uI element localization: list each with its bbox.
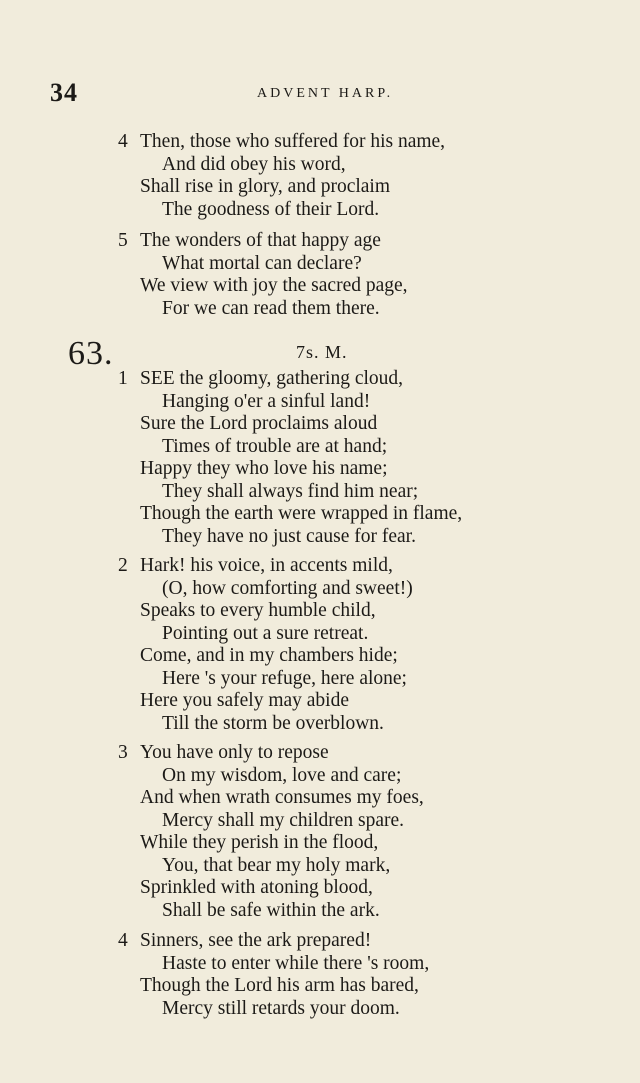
verse-line: What mortal can declare? — [162, 252, 362, 274]
verse-line: (O, how comforting and sweet!) — [162, 577, 413, 599]
stanza-number: 5 — [118, 230, 128, 251]
hymn-number: 63. — [68, 335, 114, 372]
verse-line: They have no just cause for fear. — [162, 525, 416, 547]
verse-line: For we can read them there. — [162, 297, 380, 319]
verse-line: Hark! his voice, in accents mild, — [140, 555, 393, 576]
hymn-stanza-1 — [118, 368, 588, 548]
stanza-number: 1 — [118, 368, 128, 389]
verse-line: Though the earth were wrapped in flame, — [140, 503, 463, 524]
verse-line: Times of trouble are at hand; — [162, 435, 388, 457]
verse-line: They shall always find him near; — [162, 480, 419, 502]
hymn-stanza-3 — [118, 742, 588, 922]
verse-line: And did obey his word, — [162, 153, 346, 175]
page-number: 34 — [50, 78, 78, 107]
verse-line: Sure the Lord proclaims aloud — [140, 413, 378, 434]
verse-line: Happy they who love his name; — [140, 458, 388, 479]
verse-line: Mercy shall my children spare. — [162, 809, 405, 831]
verse-line: Shall be safe within the ark. — [162, 899, 380, 921]
verse-line: The goodness of their Lord. — [162, 198, 380, 220]
stanza-number: 4 — [118, 131, 128, 152]
verse-line: Till the storm be overblown. — [162, 712, 384, 734]
stanza-number: 3 — [118, 742, 128, 763]
prev-hymn-stanza-5 — [118, 230, 588, 320]
verse-line: Sinners, see the ark prepared! — [140, 930, 372, 951]
verse-line: SEE the gloomy, gathering cloud, — [140, 368, 404, 389]
verse-line: Then, those who suffered for his name, — [140, 131, 446, 152]
verse-line: Sprinkled with atoning blood, — [140, 877, 373, 898]
stanza-number: 4 — [118, 930, 128, 951]
stanza-number: 2 — [118, 555, 128, 576]
verse-line: Come, and in my chambers hide; — [140, 645, 398, 666]
verse-line: Haste to enter while there 's room, — [162, 952, 430, 974]
verse-line: The wonders of that happy age — [140, 230, 381, 251]
verse-line: Here 's your refuge, here alone; — [162, 667, 407, 689]
verse-line: Though the Lord his arm has bared, — [140, 975, 419, 996]
verse-line: While they perish in the flood, — [140, 832, 379, 853]
verse-line: Pointing out a sure retreat. — [162, 622, 369, 644]
verse-line: Here you safely may abide — [140, 690, 349, 711]
verse-line: We view with joy the sacred page, — [140, 275, 408, 296]
page-header — [50, 78, 610, 108]
prev-hymn-stanza-4 — [118, 131, 588, 221]
verse-line: Shall rise in glory, and proclaim — [140, 176, 391, 197]
hymn-stanza-4 — [118, 930, 588, 1020]
verse-line: You, that bear my holy mark, — [162, 854, 391, 876]
verse-line: Mercy still retards your doom. — [162, 997, 400, 1019]
hymn-meter: 7s. M. — [296, 342, 348, 362]
running-title: ADVENT HARP. — [257, 86, 394, 101]
verse-line: You have only to repose — [140, 742, 329, 763]
verse-line: Hanging o'er a sinful land! — [162, 390, 371, 412]
verse-line: On my wisdom, love and care; — [162, 764, 402, 786]
hymn-stanza-2 — [118, 555, 588, 735]
verse-line: And when wrath consumes my foes, — [140, 787, 424, 808]
verse-line: Speaks to every humble child, — [140, 600, 376, 621]
